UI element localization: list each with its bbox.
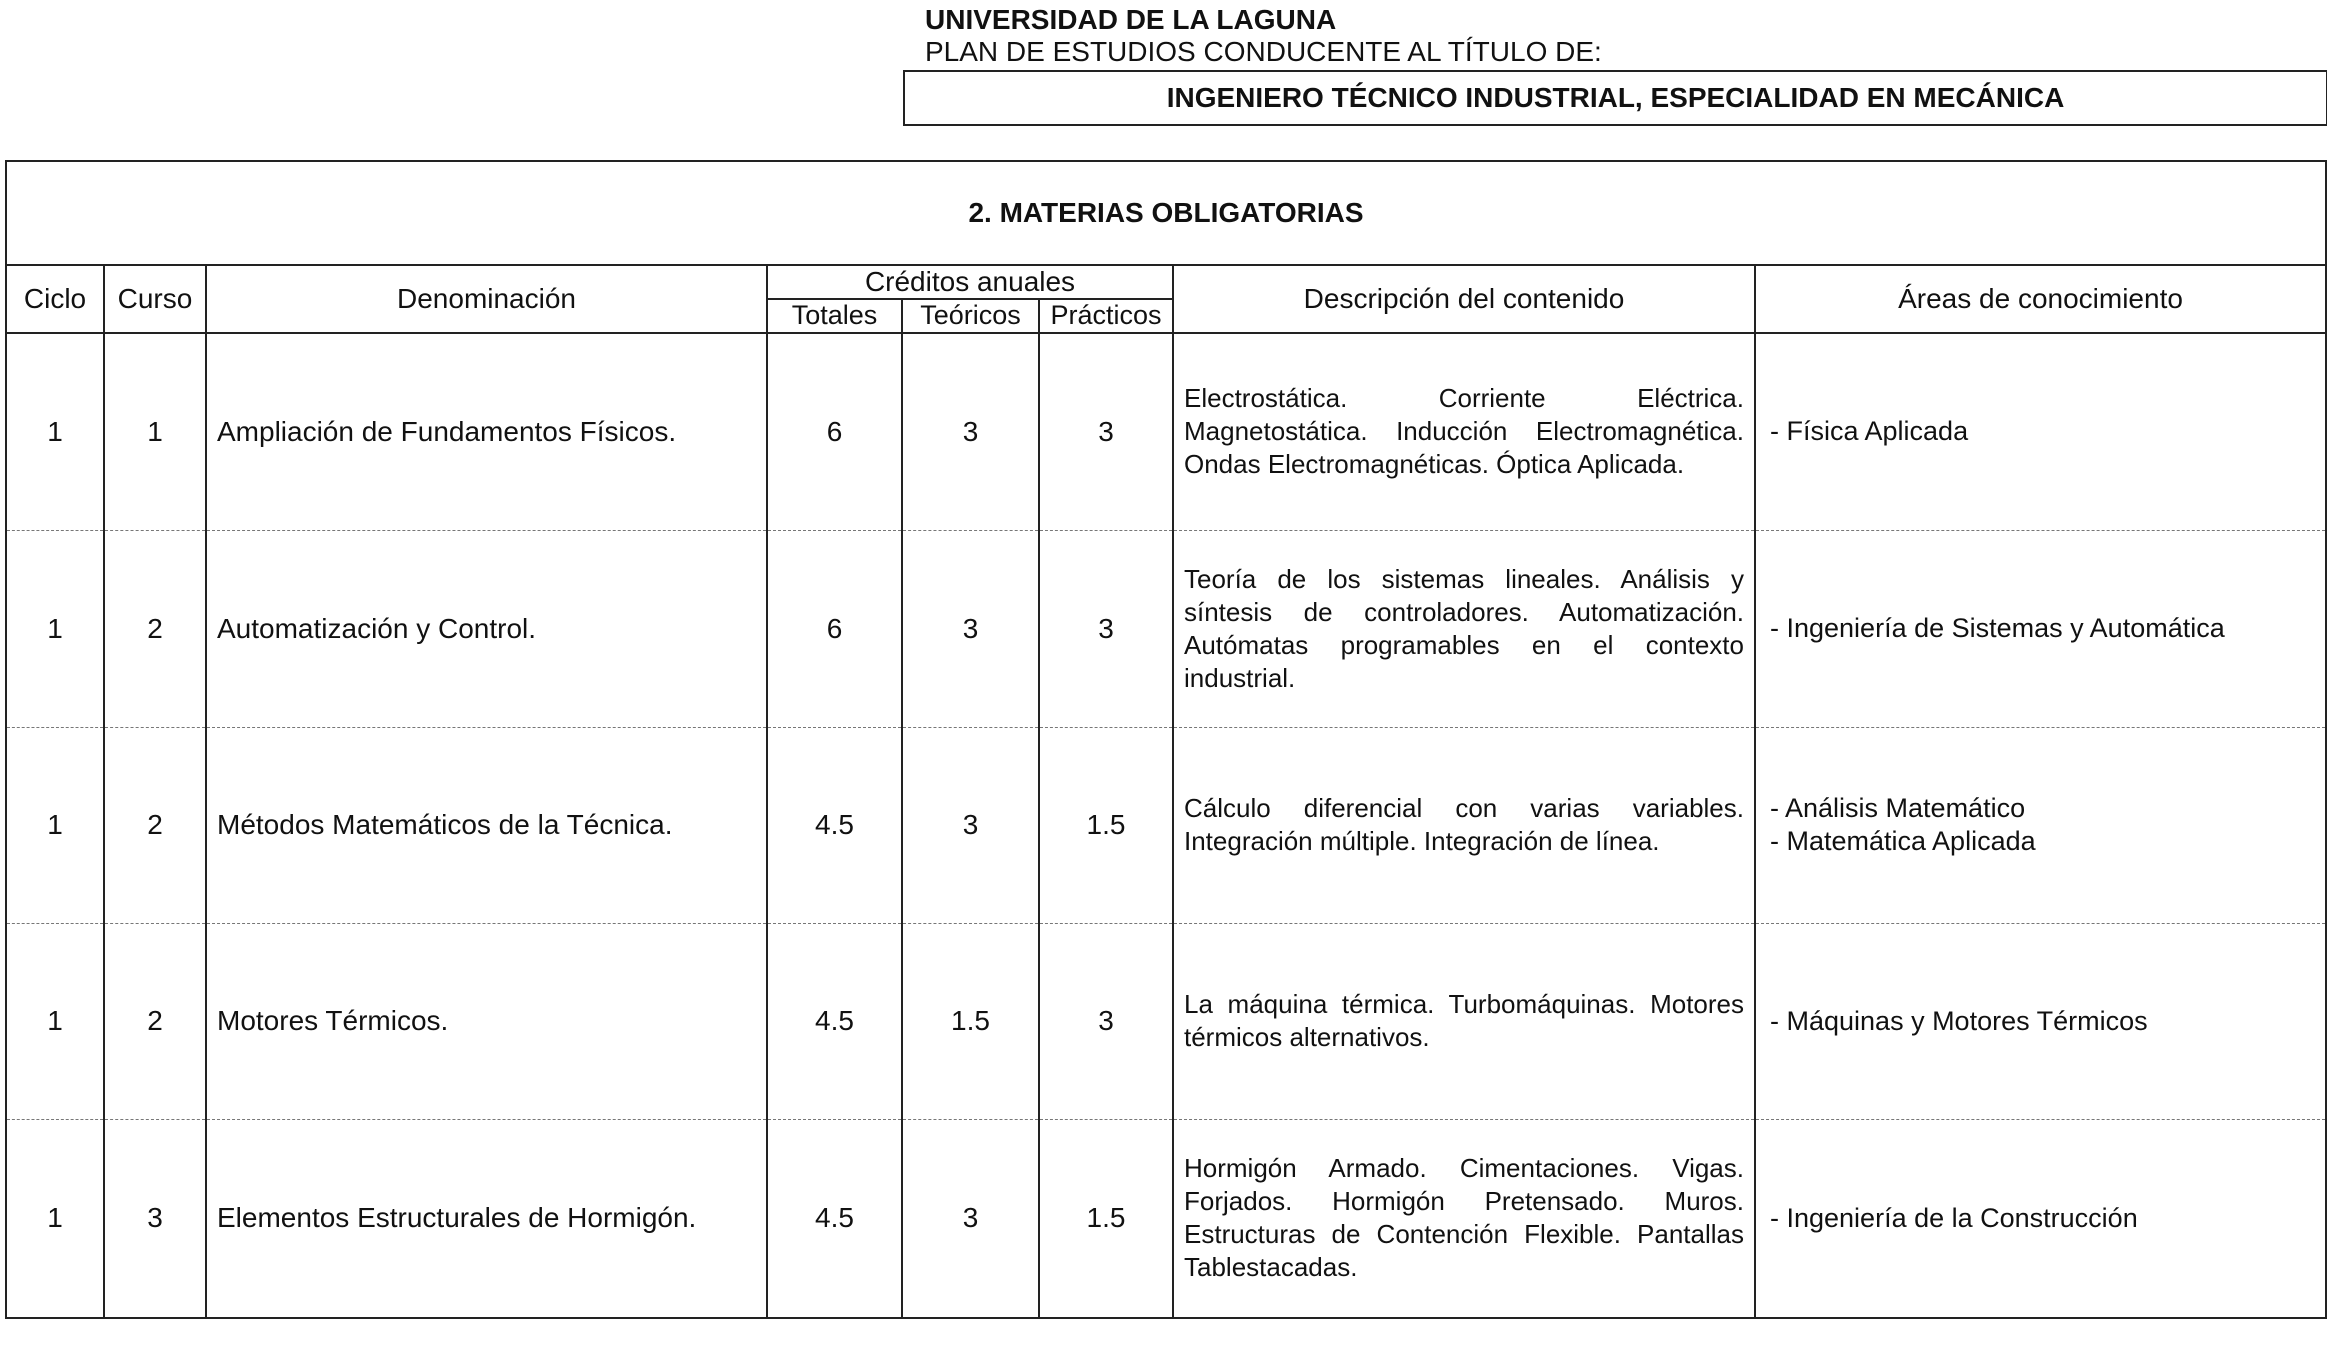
cell-denominacion: Métodos Matemáticos de la Técnica. — [206, 727, 767, 923]
area-item: - Matemática Aplicada — [1770, 826, 2036, 856]
cell-curso: 2 — [104, 923, 206, 1119]
plan-subtitle: PLAN DE ESTUDIOS CONDUCENTE AL TÍTULO DE: — [925, 36, 1602, 67]
cell-totales: 6 — [767, 530, 902, 727]
cell-teoricos: 3 — [902, 530, 1039, 727]
area-item: - Análisis Matemático — [1770, 793, 2026, 823]
col-header-teoricos: Teóricos — [902, 299, 1039, 333]
degree-title-box — [903, 70, 2327, 126]
degree-title: INGENIERO TÉCNICO INDUSTRIAL, ESPECIALIDAD EN MECÁNICA — [1166, 82, 2065, 113]
cell-descripcion — [1173, 1119, 1755, 1318]
descripcion-text: Electrostática. Corriente Eléctrica. Magnetostática. Inducción Electromagnética. Ondas Electromagnéticas. Óptica Aplicada. — [1184, 383, 1744, 480]
cell-teoricos: 3 — [902, 727, 1039, 923]
cell-totales: 4.5 — [767, 923, 902, 1119]
cell-teoricos: 1.5 — [902, 923, 1039, 1119]
cell-areas — [1755, 530, 2326, 727]
university-name: UNIVERSIDAD DE LA LAGUNA — [925, 4, 1337, 35]
cell-ciclo: 1 — [6, 1119, 104, 1318]
cell-totales: 4.5 — [767, 727, 902, 923]
cell-areas — [1755, 1119, 2326, 1318]
cell-totales: 4.5 — [767, 1119, 902, 1318]
table-row — [6, 333, 2326, 530]
area-item: - Máquinas y Motores Térmicos — [1770, 1005, 2148, 1036]
col-header-totales: Totales — [767, 299, 902, 333]
col-header-ciclo: Ciclo — [6, 265, 104, 333]
table-row — [6, 727, 2326, 923]
cell-ciclo: 1 — [6, 333, 104, 530]
table-row — [6, 923, 2326, 1119]
cell-descripcion — [1173, 333, 1755, 530]
col-header-areas: Áreas de conocimiento — [1755, 265, 2326, 333]
cell-teoricos: 3 — [902, 333, 1039, 530]
col-header-denominacion: Denominación — [206, 265, 767, 333]
cell-practicos: 3 — [1039, 333, 1173, 530]
descripcion-text: Teoría de los sistemas lineales. Análisis y síntesis de controladores. Automatización. Autómatas programables en el contexto industrial. — [1184, 563, 1744, 693]
cell-practicos: 1.5 — [1039, 1119, 1173, 1318]
cell-ciclo: 1 — [6, 923, 104, 1119]
subjects-table — [5, 160, 2327, 1319]
area-item: - Ingeniería de Sistemas y Automática — [1770, 613, 2225, 643]
col-header-curso: Curso — [104, 265, 206, 333]
cell-practicos: 1.5 — [1039, 727, 1173, 923]
cell-curso: 2 — [104, 530, 206, 727]
table-row — [6, 530, 2326, 727]
cell-totales: 6 — [767, 333, 902, 530]
col-header-creditos: Créditos anuales — [767, 265, 1173, 299]
cell-practicos: 3 — [1039, 923, 1173, 1119]
table-row — [6, 1119, 2326, 1318]
cell-denominacion: Motores Térmicos. — [206, 923, 767, 1119]
cell-curso: 2 — [104, 727, 206, 923]
cell-practicos: 3 — [1039, 530, 1173, 727]
descripcion-text: La máquina térmica. Turbomáquinas. Motores térmicos alternativos. — [1184, 989, 1744, 1052]
descripcion-text: Cálculo diferencial con varias variables. Integración múltiple. Integración de línea. — [1184, 793, 1744, 856]
cell-curso: 1 — [104, 333, 206, 530]
cell-ciclo: 1 — [6, 530, 104, 727]
cell-ciclo: 1 — [6, 727, 104, 923]
area-item: - Ingeniería de la Construcción — [1770, 1202, 2138, 1233]
cell-curso: 3 — [104, 1119, 206, 1318]
cell-areas — [1755, 923, 2326, 1119]
descripcion-text: Hormigón Armado. Cimentaciones. Vigas. Forjados. Hormigón Pretensado. Muros. Estructuras de Contención Flexible. Pantallas Tablestacadas. — [1184, 1153, 1744, 1283]
cell-descripcion — [1173, 530, 1755, 727]
cell-areas — [1755, 333, 2326, 530]
cell-denominacion: Elementos Estructurales de Hormigón. — [206, 1119, 767, 1318]
cell-teoricos: 3 — [902, 1119, 1039, 1318]
area-item: - Física Aplicada — [1770, 416, 1969, 447]
cell-descripcion — [1173, 923, 1755, 1119]
cell-descripcion — [1173, 727, 1755, 923]
col-header-practicos: Prácticos — [1039, 299, 1173, 333]
cell-areas — [1755, 727, 2326, 923]
col-header-descripcion: Descripción del contenido — [1173, 265, 1755, 333]
section-title: 2. MATERIAS OBLIGATORIAS — [6, 161, 2326, 265]
cell-denominacion: Automatización y Control. — [206, 530, 767, 727]
cell-denominacion: Ampliación de Fundamentos Físicos. — [206, 333, 767, 530]
